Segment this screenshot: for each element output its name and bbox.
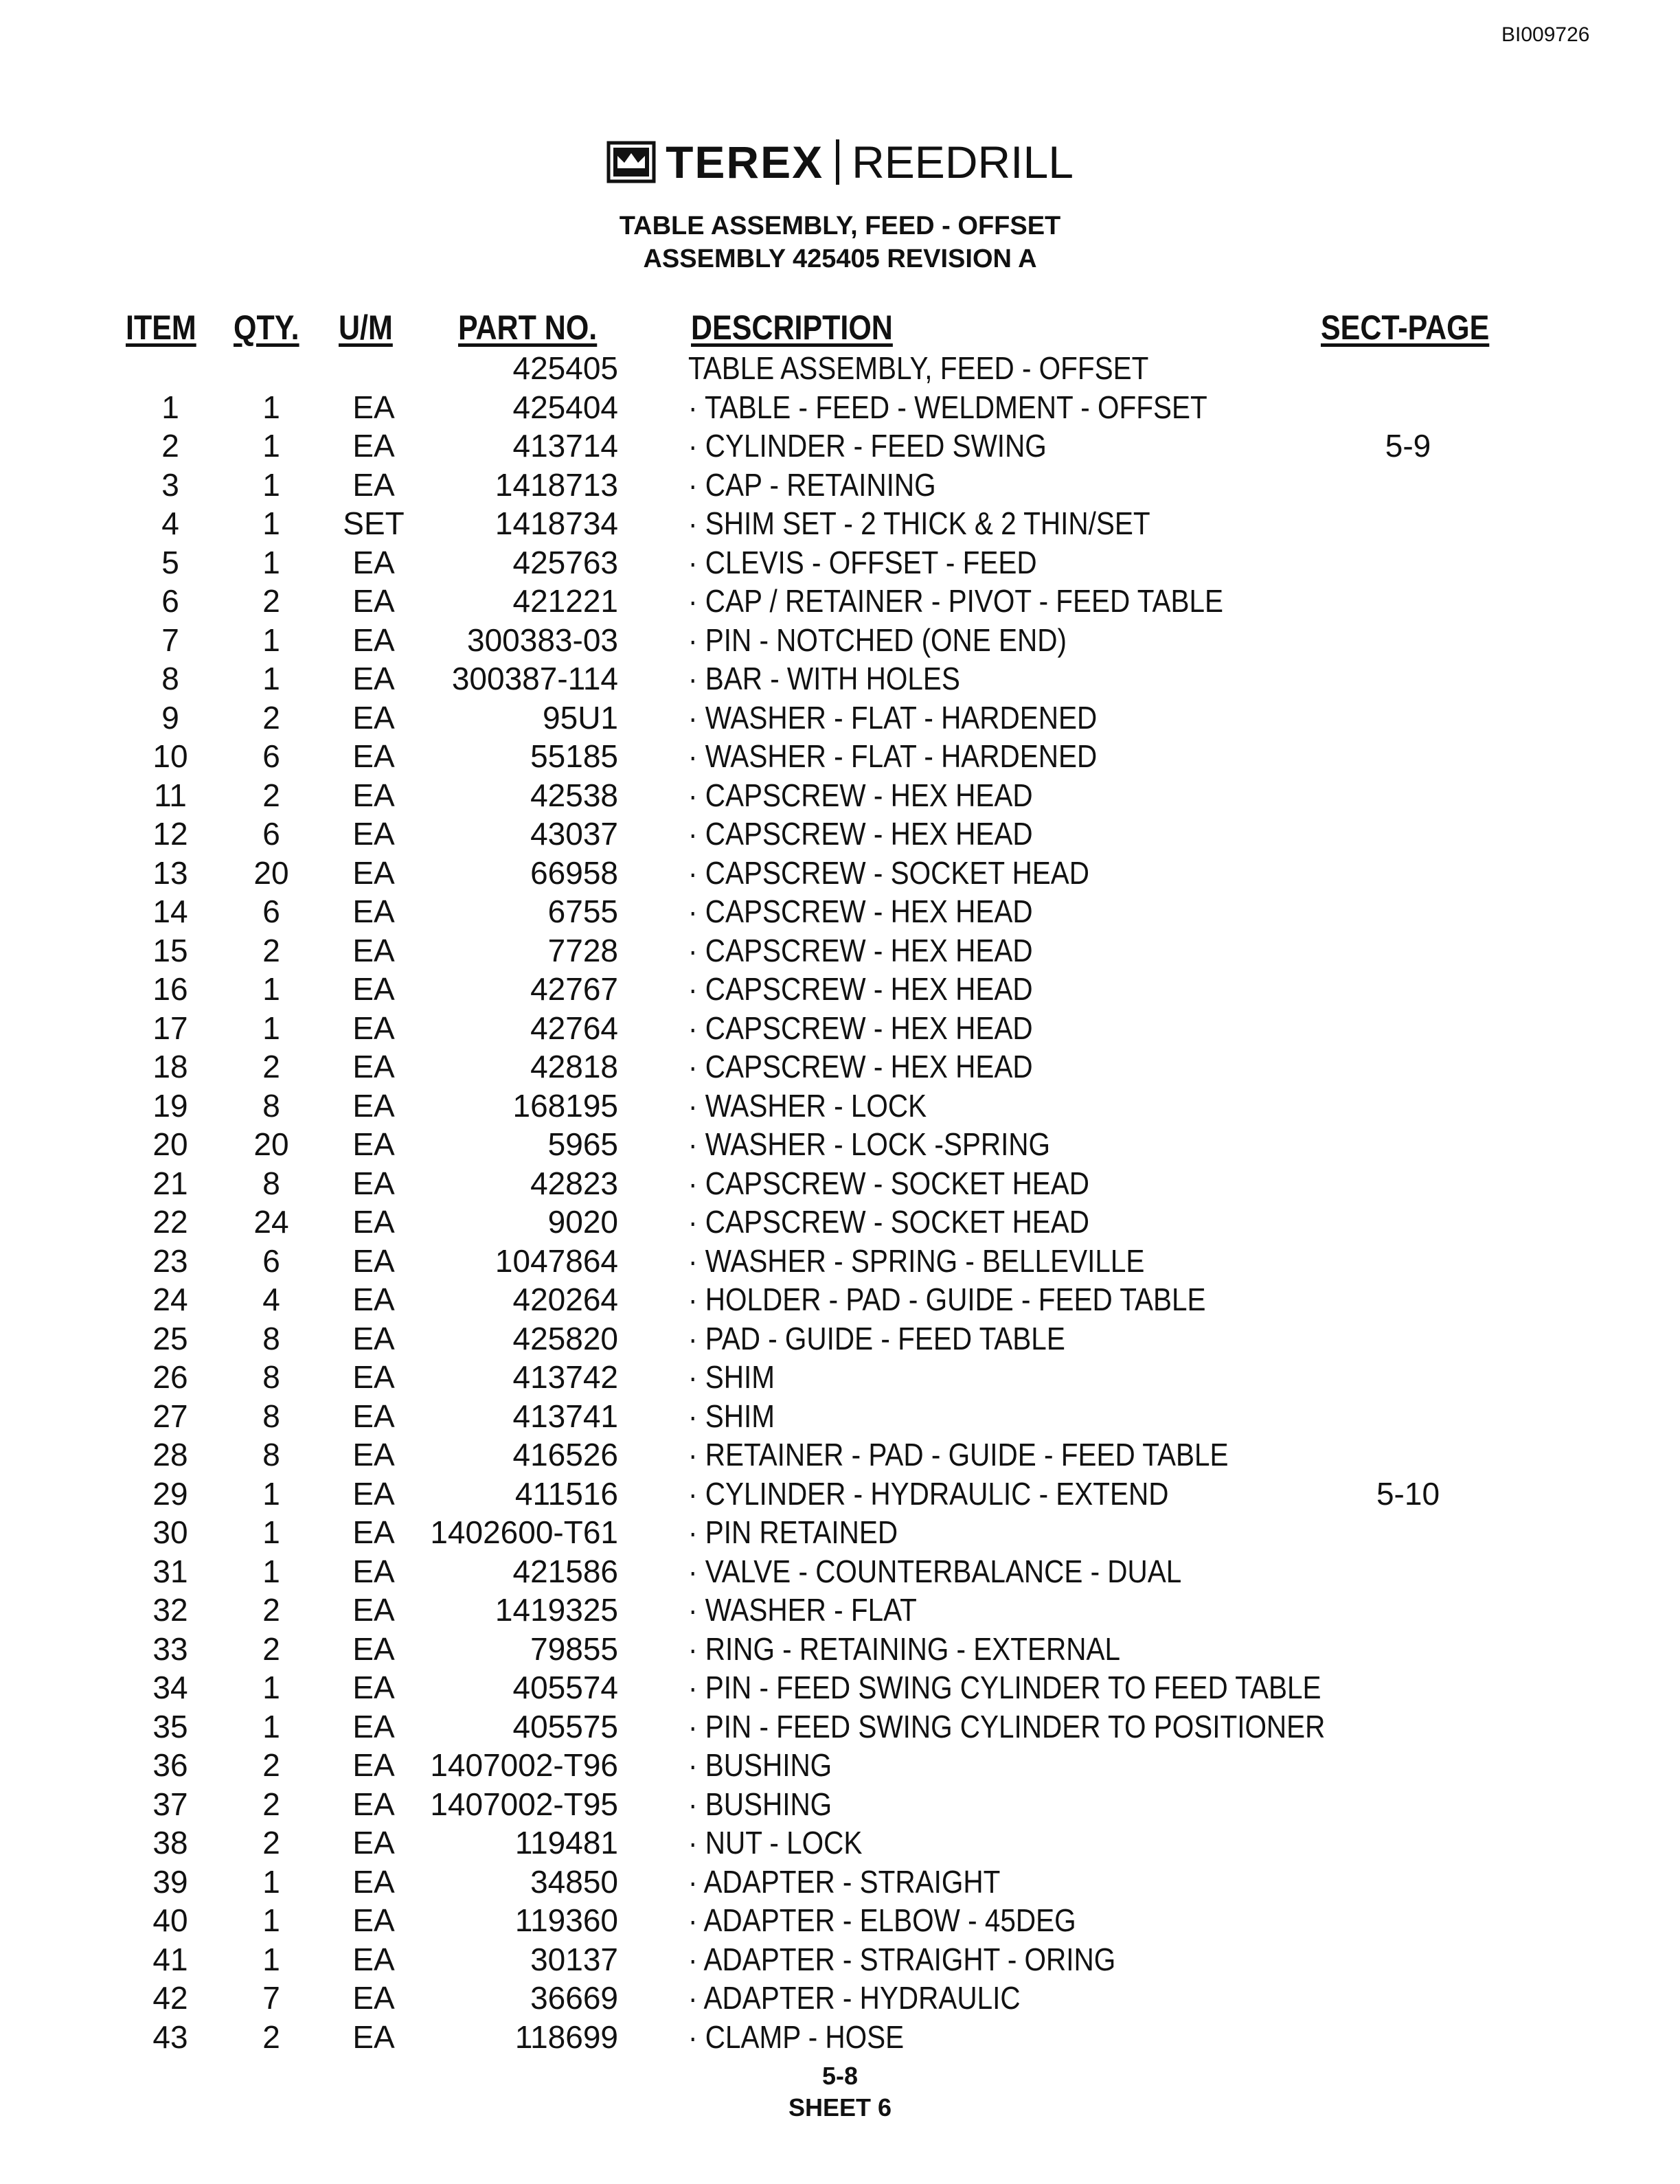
item-number: 22	[152, 1204, 188, 1240]
description: · CAPSCREW - HEX HEAD	[688, 1010, 1033, 1046]
quantity: 1	[262, 466, 280, 503]
quantity: 6	[262, 1242, 280, 1279]
quantity: 2	[262, 1592, 280, 1628]
part-number: 1047864	[495, 1242, 618, 1279]
item-number: 42	[152, 1980, 188, 2016]
table-row	[0, 466, 1680, 505]
unit-of-measure: EA	[352, 1592, 395, 1628]
table-row	[0, 504, 1680, 543]
description: · CAPSCREW - HEX HEAD	[688, 894, 1033, 929]
header-qty: QTY.	[234, 308, 299, 347]
item-number: 30	[152, 1514, 188, 1550]
part-number: 168195	[512, 1087, 618, 1124]
part-number: 1419325	[495, 1592, 618, 1628]
unit-of-measure: EA	[352, 1630, 395, 1667]
description: · ADAPTER - STRAIGHT	[688, 1863, 1001, 1900]
description: · SHIM	[688, 1359, 775, 1395]
item-number: 34	[152, 1670, 188, 1705]
item-number: 36	[152, 1747, 188, 1783]
table-row	[0, 1203, 1680, 1242]
unit-of-measure: EA	[352, 777, 395, 813]
table-row	[0, 543, 1680, 582]
part-number: 405574	[512, 1670, 618, 1705]
description: · PIN - FEED SWING CYLINDER TO POSITIONER	[688, 1708, 1326, 1744]
header-sect-page: SECT-PAGE	[1321, 308, 1490, 347]
table-row	[0, 1164, 1680, 1203]
table-row	[0, 1940, 1680, 1979]
table-row	[0, 426, 1680, 466]
quantity: 1	[262, 1863, 280, 1900]
quantity: 1	[262, 389, 280, 425]
description: · CAPSCREW - HEX HEAD	[688, 971, 1033, 1007]
table-row	[0, 621, 1680, 660]
item-number: 40	[152, 1902, 188, 1938]
part-number: 43037	[530, 816, 618, 852]
unit-of-measure: EA	[352, 816, 395, 852]
unit-of-measure: EA	[352, 738, 395, 774]
table-row	[0, 1397, 1680, 1436]
table-row	[0, 1475, 1680, 1514]
part-number: 1418734	[495, 505, 618, 541]
item-number: 6	[161, 583, 179, 619]
part-number: 66958	[530, 854, 618, 891]
table-row	[0, 1785, 1680, 1824]
quantity: 7	[262, 1980, 280, 2016]
document-id: BI009726	[1501, 23, 1590, 46]
item-number: 25	[152, 1320, 188, 1356]
part-number: 1402600-T61	[430, 1514, 618, 1550]
brand-name: TEREX	[666, 137, 824, 187]
description: · WASHER - FLAT - HARDENED	[688, 738, 1098, 774]
table-row	[0, 854, 1680, 893]
header-um: U/M	[339, 308, 393, 347]
item-number: 16	[152, 971, 188, 1007]
table-row	[0, 1358, 1680, 1397]
description: · WASHER - LOCK -SPRING	[688, 1126, 1051, 1162]
description: · TABLE - FEED - WELDMENT - OFFSET	[688, 389, 1207, 425]
description: · CAP - RETAINING	[688, 466, 936, 503]
unit-of-measure: EA	[352, 1708, 395, 1744]
item-number: 4	[161, 505, 179, 541]
unit-of-measure: EA	[352, 2018, 395, 2055]
sect-page: 5-10	[1376, 1475, 1440, 1512]
quantity: 20	[253, 1126, 289, 1162]
description: · CAPSCREW - SOCKET HEAD	[688, 1204, 1090, 1240]
unit-of-measure: EA	[352, 389, 395, 425]
item-number: 13	[152, 854, 188, 891]
table-row	[0, 1746, 1680, 1785]
quantity: 1	[262, 1553, 280, 1589]
item-number: 31	[152, 1553, 188, 1589]
item-number: 37	[152, 1786, 188, 1822]
quantity: 1	[262, 1670, 280, 1705]
quantity: 8	[262, 1087, 280, 1124]
description: · BUSHING	[688, 1786, 832, 1822]
unit-of-measure: EA	[352, 661, 395, 696]
item-number: 11	[154, 777, 187, 813]
quantity: 6	[262, 894, 280, 929]
table-row	[0, 776, 1680, 815]
part-number: 42764	[530, 1010, 618, 1046]
part-number: 9020	[547, 1204, 618, 1240]
description: · WASHER - SPRING - BELLEVILLE	[688, 1242, 1145, 1279]
part-number: 416526	[512, 1437, 618, 1472]
part-number: 420264	[512, 1282, 618, 1317]
part-number: 413741	[512, 1398, 618, 1434]
description: · CAPSCREW - HEX HEAD	[688, 777, 1033, 813]
description: · WASHER - LOCK	[688, 1087, 927, 1124]
table-row	[0, 1513, 1680, 1552]
table-row	[0, 931, 1680, 970]
item-number: 20	[152, 1126, 188, 1162]
quantity: 24	[253, 1204, 289, 1240]
description: · NUT - LOCK	[688, 1825, 863, 1861]
table-row	[0, 1823, 1680, 1863]
part-number: 55185	[530, 738, 618, 774]
description: · BAR - WITH HOLES	[688, 661, 960, 696]
part-number: 30137	[530, 1941, 618, 1977]
unit-of-measure: EA	[352, 932, 395, 968]
assembly-subtitle: ASSEMBLY 425405 REVISION A	[643, 244, 1037, 273]
quantity: 8	[262, 1398, 280, 1434]
quantity: 8	[262, 1165, 280, 1201]
description: · PAD - GUIDE - FEED TABLE	[688, 1320, 1065, 1356]
quantity: 1	[262, 1475, 280, 1512]
part-number: 425404	[512, 389, 618, 425]
quantity: 2	[262, 1786, 280, 1822]
sheet-number: SHEET 6	[788, 2093, 892, 2122]
quantity: 1	[262, 1514, 280, 1550]
part-number: 95U1	[543, 699, 618, 736]
quantity: 6	[262, 738, 280, 774]
part-number: 425405	[512, 350, 618, 386]
page-number: 5-8	[821, 2062, 859, 2090]
unit-of-measure: EA	[352, 1941, 395, 1977]
quantity: 2	[262, 1630, 280, 1667]
header-description: DESCRIPTION	[691, 308, 893, 347]
description: · CAPSCREW - SOCKET HEAD	[688, 1165, 1090, 1201]
description: · PIN RETAINED	[688, 1514, 898, 1550]
quantity: 6	[262, 816, 280, 852]
part-number: 42818	[530, 1049, 618, 1084]
quantity: 1	[262, 1941, 280, 1977]
unit-of-measure: EA	[352, 1514, 395, 1550]
item-number: 38	[152, 1825, 188, 1861]
unit-of-measure: EA	[352, 1010, 395, 1046]
part-number: 300387-114	[451, 661, 618, 696]
description: · BUSHING	[688, 1747, 832, 1783]
unit-of-measure: EA	[352, 1670, 395, 1705]
quantity: 1	[262, 1708, 280, 1744]
part-number: 34850	[530, 1863, 618, 1900]
item-number: 7	[161, 622, 179, 658]
unit-of-measure: EA	[352, 1165, 395, 1201]
description: · ADAPTER - HYDRAULIC	[688, 1980, 1021, 2016]
description: · ADAPTER - ELBOW - 45DEG	[688, 1902, 1076, 1938]
unit-of-measure: EA	[352, 1049, 395, 1084]
table-row	[0, 1863, 1680, 1902]
table-row	[0, 349, 1680, 388]
item-number: 32	[152, 1592, 188, 1628]
part-number: 42538	[530, 777, 618, 813]
item-number: 41	[152, 1941, 188, 1977]
table-row	[0, 815, 1680, 854]
description: · CAPSCREW - HEX HEAD	[688, 1049, 1033, 1084]
table-row	[0, 1630, 1680, 1669]
unit-of-measure: EA	[352, 1980, 395, 2016]
quantity: 2	[262, 1747, 280, 1783]
description: · WASHER - FLAT - HARDENED	[688, 699, 1098, 736]
part-number: 1407002-T95	[430, 1786, 618, 1822]
unit-of-measure: EA	[352, 428, 395, 464]
quantity: 1	[262, 1902, 280, 1938]
unit-of-measure: EA	[352, 1747, 395, 1783]
part-number: 425763	[512, 544, 618, 580]
unit-of-measure: EA	[352, 583, 395, 619]
quantity: 1	[262, 544, 280, 580]
sect-page: 5-9	[1385, 428, 1431, 464]
item-number: 43	[152, 2018, 188, 2055]
description: · CAPSCREW - SOCKET HEAD	[688, 854, 1090, 891]
table-row	[0, 1125, 1680, 1164]
quantity: 1	[262, 505, 280, 541]
item-number: 10	[152, 738, 188, 774]
item-number: 33	[152, 1630, 188, 1667]
table-row	[0, 1979, 1680, 2018]
description: · CAPSCREW - HEX HEAD	[688, 932, 1033, 968]
item-number: 35	[152, 1708, 188, 1744]
table-row	[0, 659, 1680, 698]
quantity: 2	[262, 2018, 280, 2055]
description: · RETAINER - PAD - GUIDE - FEED TABLE	[688, 1437, 1229, 1472]
description: · ADAPTER - STRAIGHT - ORING	[688, 1941, 1116, 1977]
item-number: 27	[152, 1398, 188, 1434]
table-row	[0, 1009, 1680, 1048]
table-row	[0, 1901, 1680, 1940]
unit-of-measure: EA	[352, 971, 395, 1007]
unit-of-measure: EA	[352, 1282, 395, 1317]
item-number: 14	[152, 894, 188, 929]
quantity: 4	[262, 1282, 280, 1317]
part-number: 413742	[512, 1359, 618, 1395]
quantity: 1	[262, 622, 280, 658]
part-number: 5965	[547, 1126, 618, 1162]
unit-of-measure: EA	[352, 699, 395, 736]
unit-of-measure: EA	[352, 1087, 395, 1124]
description: · WASHER - FLAT	[688, 1592, 917, 1628]
item-number: 18	[152, 1049, 188, 1084]
quantity: 2	[262, 1825, 280, 1861]
unit-of-measure: EA	[352, 1475, 395, 1512]
document-title: TABLE ASSEMBLY, FEED - OFFSET	[619, 212, 1061, 240]
item-number: 1	[161, 389, 179, 425]
description: · CAP / RETAINER - PIVOT - FEED TABLE	[688, 583, 1224, 619]
table-row	[0, 1087, 1680, 1126]
table-row	[0, 892, 1680, 931]
item-number: 15	[152, 932, 188, 968]
part-number: 6755	[547, 894, 618, 929]
parts-table	[0, 349, 1680, 2056]
description: · CLAMP - HOSE	[688, 2018, 905, 2055]
quantity: 8	[262, 1320, 280, 1356]
part-number: 405575	[512, 1708, 618, 1744]
header-item: ITEM	[126, 308, 196, 347]
quantity: 2	[262, 777, 280, 813]
unit-of-measure: EA	[352, 1320, 395, 1356]
unit-of-measure: EA	[352, 1437, 395, 1472]
table-row	[0, 1707, 1680, 1747]
quantity: 1	[262, 1010, 280, 1046]
item-number: 12	[152, 816, 188, 852]
unit-of-measure: EA	[352, 466, 395, 503]
part-number: 119481	[514, 1825, 618, 1861]
unit-of-measure: EA	[352, 1553, 395, 1589]
table-row	[0, 970, 1680, 1009]
part-number: 425820	[512, 1320, 618, 1356]
table-row	[0, 2018, 1680, 2057]
table-row	[0, 1280, 1680, 1319]
table-row	[0, 1552, 1680, 1591]
description: · HOLDER - PAD - GUIDE - FEED TABLE	[688, 1282, 1206, 1317]
table-row	[0, 1242, 1680, 1281]
description: · PIN - NOTCHED (ONE END)	[688, 622, 1067, 658]
item-number: 24	[152, 1282, 188, 1317]
part-number: 119360	[514, 1902, 618, 1938]
table-row	[0, 1591, 1680, 1630]
unit-of-measure: EA	[352, 1359, 395, 1395]
quantity: 1	[262, 971, 280, 1007]
part-number: 421221	[512, 583, 618, 619]
part-number: 36669	[530, 1980, 618, 2016]
product-name: REEDRILL	[852, 137, 1074, 187]
brand-logo	[0, 136, 1680, 188]
part-number: 411516	[514, 1475, 618, 1512]
quantity: 2	[262, 1049, 280, 1084]
table-row	[0, 1047, 1680, 1087]
description: · CYLINDER - HYDRAULIC - EXTEND	[688, 1475, 1169, 1512]
quantity: 20	[253, 854, 289, 891]
unit-of-measure: EA	[352, 1863, 395, 1900]
table-row	[0, 1319, 1680, 1358]
item-number: 23	[152, 1242, 188, 1279]
unit-of-measure: EA	[352, 1398, 395, 1434]
part-number: 42823	[530, 1165, 618, 1201]
part-number: 7728	[547, 932, 618, 968]
description: · SHIM	[688, 1398, 775, 1434]
unit-of-measure: EA	[352, 622, 395, 658]
item-number: 39	[152, 1863, 188, 1900]
table-row	[0, 1668, 1680, 1707]
description: · SHIM SET - 2 THICK & 2 THIN/SET	[688, 505, 1150, 541]
part-number: 421586	[512, 1553, 618, 1589]
item-number: 28	[152, 1437, 188, 1472]
quantity: 1	[262, 661, 280, 696]
terex-crown-logo-icon	[606, 141, 656, 183]
quantity: 8	[262, 1437, 280, 1472]
table-row	[0, 737, 1680, 776]
part-number: 300383-03	[467, 622, 618, 658]
item-number: 3	[161, 466, 179, 503]
item-number: 17	[152, 1010, 188, 1046]
description: TABLE ASSEMBLY, FEED - OFFSET	[688, 350, 1149, 386]
item-number: 5	[161, 544, 179, 580]
unit-of-measure: EA	[352, 854, 395, 891]
unit-of-measure: EA	[352, 1902, 395, 1938]
item-number: 19	[152, 1087, 188, 1124]
unit-of-measure: EA	[352, 1825, 395, 1861]
quantity: 2	[262, 932, 280, 968]
part-number: 79855	[530, 1630, 618, 1667]
unit-of-measure: EA	[352, 1204, 395, 1240]
item-number: 9	[161, 699, 179, 736]
unit-of-measure: EA	[352, 1126, 395, 1162]
item-number: 29	[152, 1475, 188, 1512]
quantity: 2	[262, 699, 280, 736]
table-row	[0, 582, 1680, 621]
description: · PIN - FEED SWING CYLINDER TO FEED TABLE	[688, 1670, 1321, 1705]
quantity: 8	[262, 1359, 280, 1395]
unit-of-measure: EA	[352, 1242, 395, 1279]
part-number: 118699	[514, 2018, 618, 2055]
item-number: 26	[152, 1359, 188, 1395]
unit-of-measure: EA	[352, 544, 395, 580]
table-row	[0, 388, 1680, 427]
part-number: 413714	[512, 428, 618, 464]
part-number: 1418713	[495, 466, 618, 503]
unit-of-measure: EA	[352, 1786, 395, 1822]
part-number: 42767	[530, 971, 618, 1007]
table-row	[0, 1435, 1680, 1475]
table-row	[0, 698, 1680, 738]
header-part-no: PART NO.	[458, 308, 598, 347]
description: · RING - RETAINING - EXTERNAL	[688, 1630, 1120, 1667]
part-number: 1407002-T96	[430, 1747, 618, 1783]
quantity: 2	[262, 583, 280, 619]
item-number: 8	[161, 661, 179, 696]
item-number: 21	[152, 1165, 188, 1201]
description: · CAPSCREW - HEX HEAD	[688, 816, 1033, 852]
description: · CLEVIS - OFFSET - FEED	[688, 544, 1037, 580]
quantity: 1	[262, 428, 280, 464]
description: · VALVE - COUNTERBALANCE - DUAL	[688, 1553, 1182, 1589]
brand-divider	[836, 139, 839, 185]
item-number: 2	[161, 428, 179, 464]
unit-of-measure: SET	[343, 505, 405, 541]
unit-of-measure: EA	[352, 894, 395, 929]
description: · CYLINDER - FEED SWING	[688, 428, 1047, 464]
